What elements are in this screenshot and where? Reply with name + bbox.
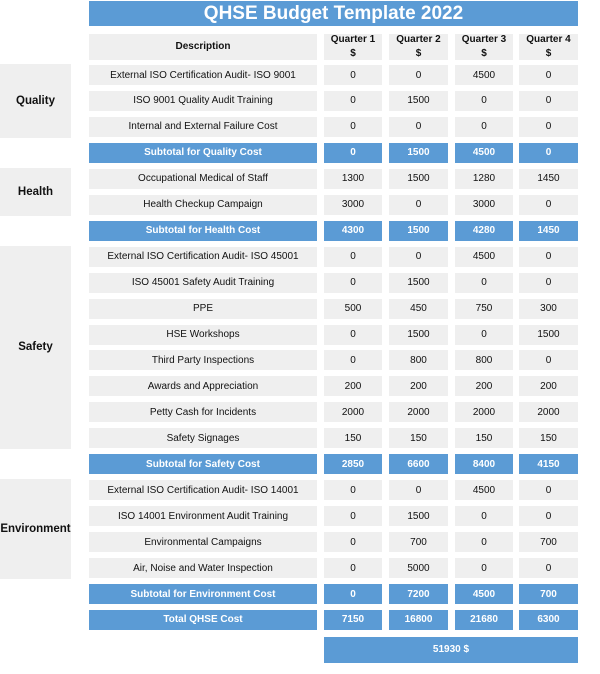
line-item-value-q3[interactable]: 150: [455, 428, 513, 448]
line-item-value-q3[interactable]: 0: [455, 117, 513, 137]
line-item-description[interactable]: External ISO Certification Audit- ISO 9001: [89, 65, 317, 85]
line-item-value-q3[interactable]: 4500: [455, 480, 513, 500]
subtotal-value-q4: 0: [519, 143, 578, 163]
line-item-value-q2[interactable]: 1500: [389, 91, 448, 111]
line-item-value-q3[interactable]: 3000: [455, 195, 513, 215]
line-item-value-q2[interactable]: 700: [389, 532, 448, 552]
line-item-value-q1[interactable]: 0: [324, 480, 382, 500]
line-item-value-q3[interactable]: 0: [455, 506, 513, 526]
line-item-value-q4[interactable]: 0: [519, 273, 578, 293]
line-item-value-q1[interactable]: 0: [324, 247, 382, 267]
line-item-value-q1[interactable]: 0: [324, 350, 382, 370]
column-header-quarter-3: [455, 34, 513, 60]
category-environment: Environment: [0, 479, 71, 579]
subtotal-description: Subtotal for Environment Cost: [89, 584, 317, 604]
line-item-value-q1[interactable]: 0: [324, 65, 382, 85]
line-item-value-q3[interactable]: 750: [455, 299, 513, 319]
line-item-description[interactable]: Occupational Medical of Staff: [89, 169, 317, 189]
category-safety: Safety: [0, 246, 71, 450]
line-item-value-q3[interactable]: 0: [455, 91, 513, 111]
currency-label: $: [415, 48, 422, 59]
line-item-value-q2[interactable]: 200: [389, 376, 448, 396]
subtotal-value-q3: 4280: [455, 221, 513, 241]
page-title: QHSE Budget Template 2022: [89, 1, 578, 26]
line-item-value-q2[interactable]: 1500: [389, 325, 448, 345]
category-health: Health: [0, 168, 71, 216]
line-item-description[interactable]: Third Party Inspections: [89, 350, 317, 370]
line-item-value-q3[interactable]: 2000: [455, 402, 513, 422]
subtotal-value-q1: 4300: [324, 221, 382, 241]
line-item-value-q4[interactable]: 0: [519, 195, 578, 215]
subtotal-value-q3: 8400: [455, 454, 513, 474]
line-item-value-q4[interactable]: 1500: [519, 325, 578, 345]
line-item-value-q2[interactable]: 1500: [389, 169, 448, 189]
total-description: Total QHSE Cost: [89, 610, 317, 630]
line-item-value-q3[interactable]: 800: [455, 350, 513, 370]
line-item-value-q1[interactable]: 0: [324, 91, 382, 111]
line-item-value-q1[interactable]: 0: [324, 506, 382, 526]
line-item-value-q4[interactable]: 0: [519, 558, 578, 578]
line-item-value-q4[interactable]: 2000: [519, 402, 578, 422]
line-item-value-q4[interactable]: 0: [519, 247, 578, 267]
line-item-value-q1[interactable]: 500: [324, 299, 382, 319]
subtotal-value-q2: 7200: [389, 584, 448, 604]
subtotal-description: Subtotal for Quality Cost: [89, 143, 317, 163]
subtotal-value-q3: 4500: [455, 143, 513, 163]
column-header-description: Description: [89, 34, 317, 60]
subtotal-description: Subtotal for Safety Cost: [89, 454, 317, 474]
line-item-value-q4[interactable]: 300: [519, 299, 578, 319]
subtotal-value-q2: 1500: [389, 143, 448, 163]
total-value-q2: 16800: [389, 610, 448, 630]
line-item-value-q3[interactable]: 4500: [455, 65, 513, 85]
line-item-value-q2[interactable]: 0: [389, 117, 448, 137]
quarter-label: Quarter 3: [461, 34, 507, 45]
line-item-description[interactable]: PPE: [89, 299, 317, 319]
total-value-q1: 7150: [324, 610, 382, 630]
line-item-description[interactable]: ISO 9001 Quality Audit Training: [89, 91, 317, 111]
line-item-value-q4[interactable]: 700: [519, 532, 578, 552]
line-item-description[interactable]: HSE Workshops: [89, 325, 317, 345]
line-item-value-q2[interactable]: 0: [389, 247, 448, 267]
line-item-value-q2[interactable]: 150: [389, 428, 448, 448]
subtotal-value-q1: 0: [324, 584, 382, 604]
line-item-value-q1[interactable]: 0: [324, 273, 382, 293]
line-item-value-q4[interactable]: 150: [519, 428, 578, 448]
grand-total: 51930 $: [324, 637, 578, 663]
subtotal-value-q2: 1500: [389, 221, 448, 241]
subtotal-value-q1: 0: [324, 143, 382, 163]
line-item-value-q4[interactable]: 0: [519, 65, 578, 85]
line-item-value-q4[interactable]: 0: [519, 480, 578, 500]
line-item-value-q4[interactable]: 0: [519, 91, 578, 111]
line-item-value-q2[interactable]: 1500: [389, 506, 448, 526]
column-header-quarter-2: [389, 34, 448, 60]
line-item-value-q4[interactable]: 0: [519, 117, 578, 137]
line-item-value-q3[interactable]: 0: [455, 325, 513, 345]
line-item-value-q2[interactable]: 450: [389, 299, 448, 319]
line-item-description[interactable]: Awards and Appreciation: [89, 376, 317, 396]
line-item-description[interactable]: External ISO Certification Audit- ISO 14001: [89, 480, 317, 500]
line-item-description[interactable]: ISO 14001 Environment Audit Training: [89, 506, 317, 526]
subtotal-value-q2: 6600: [389, 454, 448, 474]
line-item-description[interactable]: Health Checkup Campaign: [89, 195, 317, 215]
line-item-value-q1[interactable]: 1300: [324, 169, 382, 189]
line-item-description[interactable]: Environmental Campaigns: [89, 532, 317, 552]
column-header-quarter-4: [519, 34, 578, 60]
line-item-value-q3[interactable]: 0: [455, 273, 513, 293]
line-item-value-q4[interactable]: 200: [519, 376, 578, 396]
line-item-value-q3[interactable]: 0: [455, 558, 513, 578]
line-item-description[interactable]: External ISO Certification Audit- ISO 45001: [89, 247, 317, 267]
line-item-description[interactable]: ISO 45001 Safety Audit Training: [89, 273, 317, 293]
line-item-value-q2[interactable]: 800: [389, 350, 448, 370]
line-item-value-q3[interactable]: 4500: [455, 247, 513, 267]
category-quality: Quality: [0, 64, 71, 138]
line-item-description[interactable]: Internal and External Failure Cost: [89, 117, 317, 137]
subtotal-value-q4: 4150: [519, 454, 578, 474]
quarter-label: Quarter 4: [526, 34, 571, 45]
column-header-quarter-1: [324, 34, 382, 60]
line-item-value-q2[interactable]: 0: [389, 195, 448, 215]
line-item-value-q4[interactable]: 0: [519, 350, 578, 370]
line-item-description[interactable]: Safety Signages: [89, 428, 317, 448]
line-item-description[interactable]: Petty Cash for Incidents: [89, 402, 317, 422]
subtotal-value-q1: 2850: [324, 454, 382, 474]
line-item-value-q3[interactable]: 1280: [455, 169, 513, 189]
line-item-value-q2[interactable]: 1500: [389, 273, 448, 293]
quarter-label: Quarter 1: [330, 34, 376, 45]
line-item-value-q2[interactable]: 2000: [389, 402, 448, 422]
line-item-value-q1[interactable]: 0: [324, 325, 382, 345]
currency-label: $: [545, 48, 552, 59]
line-item-value-q3[interactable]: 0: [455, 532, 513, 552]
line-item-value-q1[interactable]: 0: [324, 532, 382, 552]
line-item-value-q1[interactable]: 150: [324, 428, 382, 448]
line-item-value-q1[interactable]: 0: [324, 558, 382, 578]
subtotal-value-q4: 1450: [519, 221, 578, 241]
line-item-value-q1[interactable]: 2000: [324, 402, 382, 422]
line-item-value-q4[interactable]: 1450: [519, 169, 578, 189]
subtotal-description: Subtotal for Health Cost: [89, 221, 317, 241]
line-item-value-q2[interactable]: 0: [389, 480, 448, 500]
currency-label: $: [481, 48, 487, 59]
line-item-description[interactable]: Air, Noise and Water Inspection: [89, 558, 317, 578]
currency-label: $: [350, 48, 356, 59]
total-value-q4: 6300: [519, 610, 578, 630]
line-item-value-q1[interactable]: 3000: [324, 195, 382, 215]
line-item-value-q2[interactable]: 5000: [389, 558, 448, 578]
total-value-q3: 21680: [455, 610, 513, 630]
quarter-label: Quarter 2: [396, 34, 441, 45]
line-item-value-q1[interactable]: 0: [324, 117, 382, 137]
line-item-value-q3[interactable]: 200: [455, 376, 513, 396]
line-item-value-q1[interactable]: 200: [324, 376, 382, 396]
subtotal-value-q3: 4500: [455, 584, 513, 604]
subtotal-value-q4: 700: [519, 584, 578, 604]
line-item-value-q2[interactable]: 0: [389, 65, 448, 85]
line-item-value-q4[interactable]: 0: [519, 506, 578, 526]
